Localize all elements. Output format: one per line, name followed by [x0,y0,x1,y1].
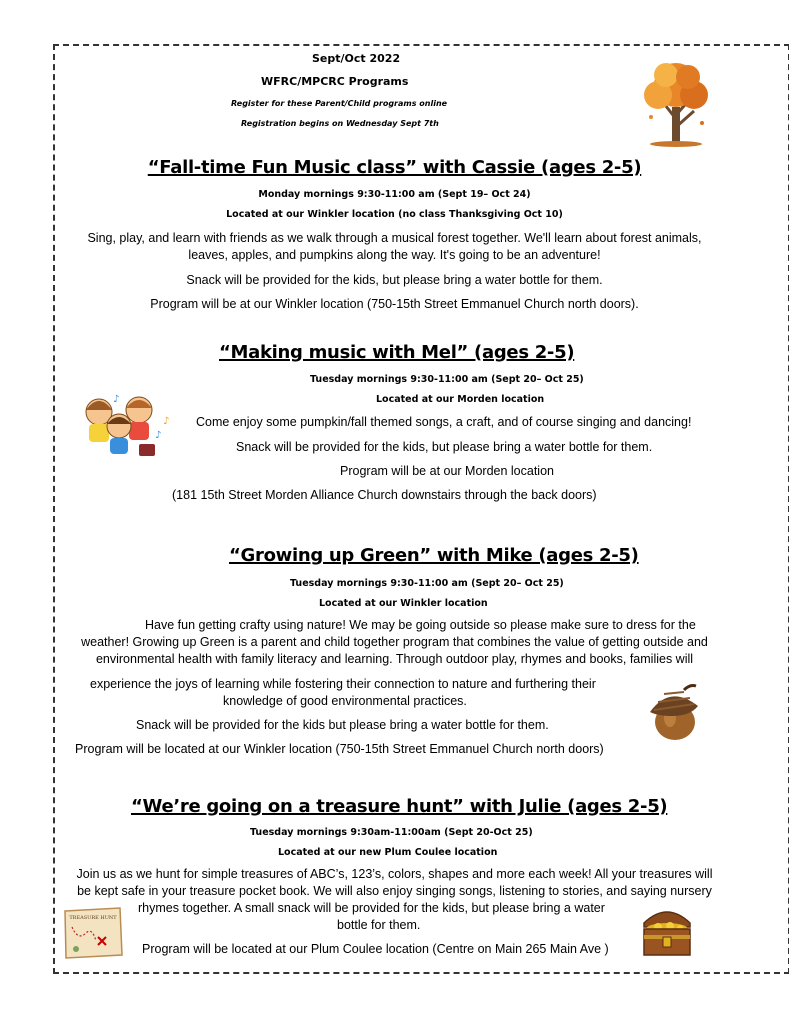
svg-text:♪: ♪ [155,430,162,441]
program-title: “Fall-time Fun Music class” with Cassie (ages 2-5) [147,157,642,178]
program-description: experience the joys of learning while fostering their connection to nature and furthering their [90,677,596,691]
program-schedule: Monday mornings 9:30-11:00 am (Sept 19– Oct 24) [258,189,531,200]
program-description: knowledge of good environmental practices. [223,694,467,708]
program-snack: Snack will be provided for the kids but please bring a water bottle for them. [136,718,549,732]
program-description: weather! Growing up Green is a parent and child together program that combines the value of getting outside and [81,635,708,649]
program-description: bottle for them. [337,918,421,932]
program-venue-detail: (181 15th Street Morden Alliance Church downstairs through the back doors) [172,488,597,502]
header-date: Sept/Oct 2022 [312,52,401,65]
treasure-chest-icon [636,901,698,959]
header-org: WFRC/MPCRC Programs [261,75,409,88]
program-location: Located at our Morden location [376,394,545,405]
treasure-map-icon [62,905,124,961]
program-description: Have fun getting crafty using nature! We may be going outside so please make sure to dress for the [145,618,696,632]
acorn-icon [640,682,706,744]
program-location: Located at our Winkler location [319,598,488,609]
program-description: rhymes together. A small snack will be provided for the kids, but please bring a water [138,901,605,915]
program-venue: Program will be at our Morden location [340,464,554,478]
header-registration-begins: Registration begins on Wednesday Sept 7th [241,119,439,128]
svg-text:♪: ♪ [163,416,170,427]
program-description: leaves, apples, and pumpkins along the way. It's going to be an adventure! [188,248,601,262]
program-description: be kept safe in your treasure pocket book. We will also enjoy singing songs, listening to stories, and saying nursery [77,884,712,898]
header-register: Register for these Parent/Child programs online [231,99,448,108]
program-title: “We’re going on a treasure hunt” with Julie (ages 2-5) [131,796,668,817]
program-location: Located at our new Plum Coulee location [278,847,498,858]
program-snack: Snack will be provided for the kids, but please bring a water bottle for them. [186,273,603,287]
program-snack: Snack will be provided for the kids, but please bring a water bottle for them. [236,440,653,454]
treasure-map-label: TREASURE HUNT [69,915,117,921]
program-title: “Making music with Mel” (ages 2-5) [219,342,575,363]
program-title: “Growing up Green” with Mike (ages 2-5) [229,545,639,566]
autumn-tree-icon [636,57,718,149]
program-schedule: Tuesday mornings 9:30am-11:00am (Sept 20-Oct 25) [250,827,533,838]
program-description: Join us as we hunt for simple treasures of ABC’s, 123’s, colors, shapes and more each week! All your treasures will [76,867,713,881]
program-description: environmental health with family literacy and learning. Through outdoor play, rhymes and books, families will [95,652,694,666]
program-description: Sing, play, and learn with friends as we walk through a musical forest together. We'll learn about forest animals, [87,231,702,245]
program-schedule: Tuesday mornings 9:30-11:00 am (Sept 20– Oct 25) [290,578,564,589]
program-venue: Program will be located at our Winkler location (750-15th Street Emmanuel Church north doors) [75,742,604,756]
program-description: Come enjoy some pumpkin/fall themed songs, a craft, and of course singing and dancing! [196,415,692,429]
kids-singing-icon [77,388,173,462]
svg-text:♪: ♪ [113,394,120,405]
program-venue: Program will be located at our Plum Coulee location (Centre on Main 265 Main Ave ) [142,942,609,956]
program-schedule: Tuesday mornings 9:30-11:00 am (Sept 20– Oct 25) [310,374,584,385]
program-venue: Program will be at our Winkler location (750-15th Street Emmanuel Church north doors). [150,297,639,311]
program-location: Located at our Winkler location (no class Thanksgiving Oct 10) [226,209,563,220]
